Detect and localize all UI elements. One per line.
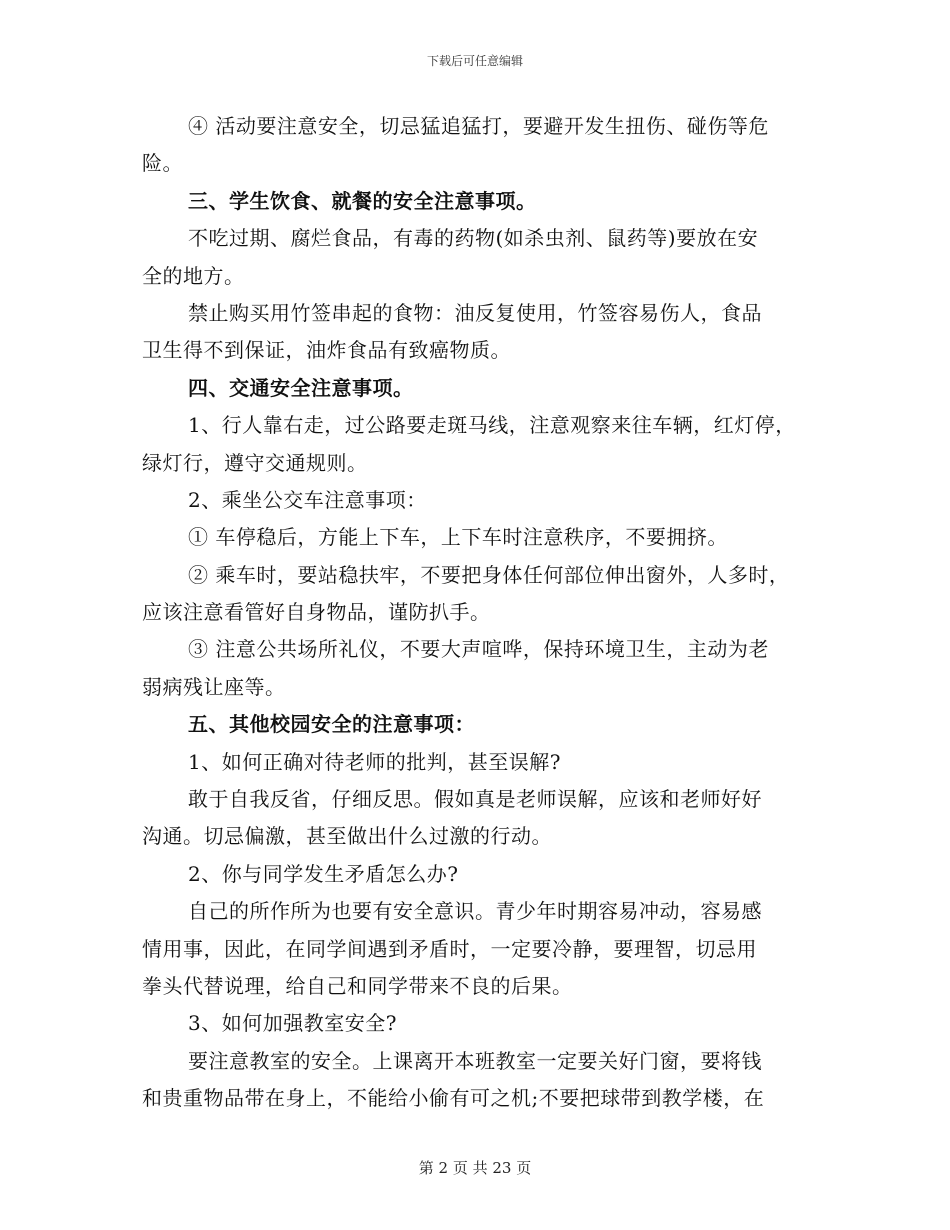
text-line: 拳头代替说理，给自己和同学带来不良的后果。 <box>142 973 573 998</box>
text-line: 要注意教室的安全。上课离开本班教室一定要关好门窗，要将钱 <box>188 1048 762 1073</box>
text-line: ① 车停稳后，方能上下车，上下车时注意秩序，不要拥挤。 <box>188 525 728 550</box>
page-header: 下载后可任意编辑 <box>426 54 523 68</box>
page-footer: 第 2 页 共 23 页 <box>418 1159 532 1177</box>
text-line: 2、乘坐公交车注意事项： <box>188 487 427 512</box>
text-line: 卫生得不到保证，油炸食品有致癌物质。 <box>142 338 511 363</box>
text-line: 全的地方。 <box>142 263 245 288</box>
text-line: 敢于自我反省，仔细反思。假如真是老师误解，应该和老师好好 <box>188 787 762 812</box>
text-line: 和贵重物品带在身上，不能给小偷有可之机;不要把球带到教学楼，在 <box>142 1086 765 1111</box>
text-line: ④ 活动要注意安全，切忌猛追猛打，要避开发生扭伤、碰伤等危 <box>188 114 769 138</box>
section-heading: 三、学生饮食、就餐的安全注意事项。 <box>188 188 537 213</box>
text-line: 弱病残让座等。 <box>142 674 286 699</box>
text-line: 3、如何加强教室安全? <box>188 1011 397 1036</box>
text-line: 禁止购买用竹签串起的食物：油反复使用，竹签容易伤人，食品 <box>188 300 762 325</box>
text-line: 绿灯行，遵守交通规则。 <box>142 450 368 475</box>
text-line: 不吃过期、腐烂食品，有毒的药物(如杀虫剂、鼠药等)要放在安 <box>188 226 759 251</box>
text-line: 情用事，因此，在同学间遇到矛盾时，一定要冷静，要理智，切忌用 <box>142 936 757 961</box>
text-line: ③ 注意公共场所礼仪，不要大声喧哗，保持环境卫生，主动为老 <box>188 637 769 662</box>
section-heading: 四、交通安全注意事项。 <box>188 375 414 400</box>
text-line: ② 乘车时，要站稳扶牢，不要把身体任何部位伸出窗外，人多时， <box>188 562 790 587</box>
text-line: 2、你与同学发生矛盾怎么办? <box>188 861 459 886</box>
text-line: 应该注意看管好自身物品，谨防扒手。 <box>142 600 491 625</box>
text-line: 沟通。切忌偏激，甚至做出什么过激的行动。 <box>142 824 552 849</box>
text-line: 险。 <box>142 151 183 176</box>
section-heading: 五、其他校园安全的注意事项： <box>188 712 475 737</box>
text-line: 自己的所作所为也要有安全意识。青少年时期容易冲动，容易感 <box>188 899 762 924</box>
text-line: 1、行人靠右走，过公路要走斑马线，注意观察来往车辆，红灯停， <box>188 413 796 438</box>
text-line: 1、如何正确对待老师的批判，甚至误解? <box>188 749 561 774</box>
document-body <box>142 108 812 1118</box>
